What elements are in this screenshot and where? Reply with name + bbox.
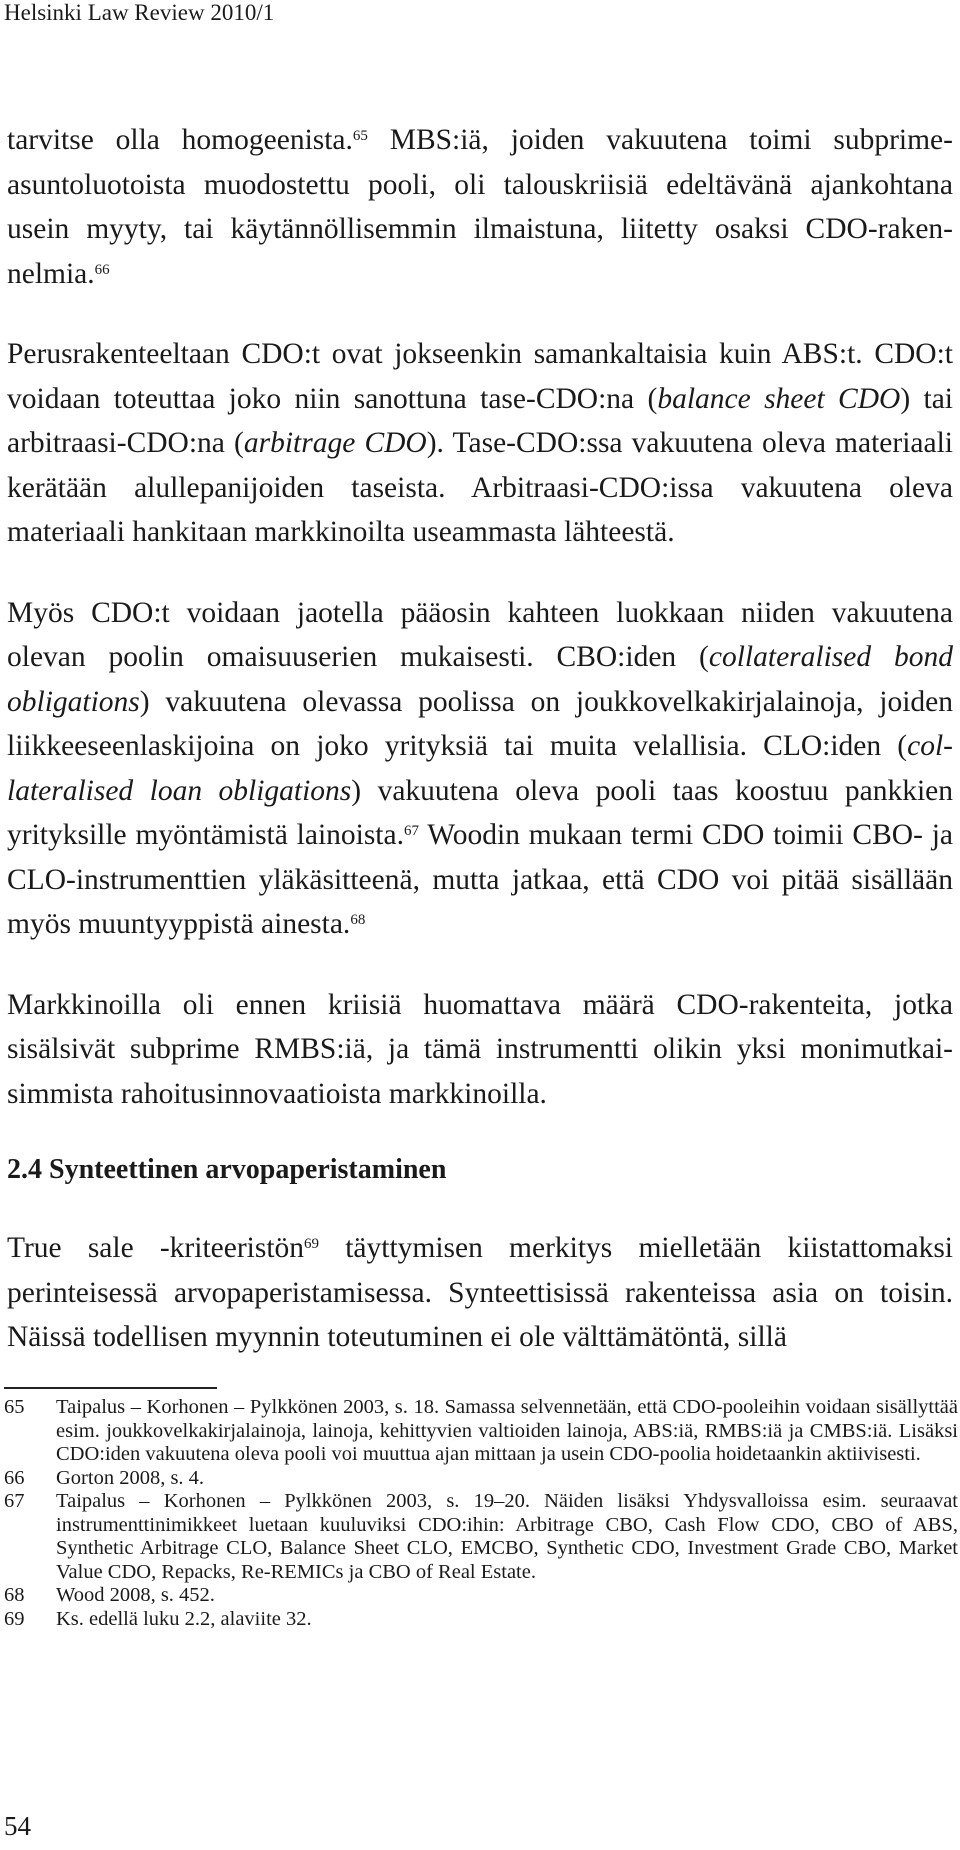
footnote-number: 65: [4, 1396, 25, 1418]
footnote-number: 67: [4, 1490, 25, 1512]
footnote-text: Gorton 2008, s. 4.: [56, 1466, 205, 1489]
text-run: Myös CDO:t voidaan jaotella pääosin kahteen luokkaan niiden vakuutena olevan poolin omaisuuserien mukaisesti. CBO:iden (: [7, 596, 953, 673]
footnote-text: Ks. edellä luku 2.2, alaviite 32.: [56, 1607, 312, 1630]
footnote: [4, 1608, 958, 1632]
footnote: [4, 1584, 958, 1608]
text-run: ) vakuutena oleva pooli taas koostuu pankkien yrityksille myöntämistä lainoista.: [7, 774, 953, 851]
footnotes: [4, 1396, 958, 1631]
text-run: ). Tase-CDO:ssa vakuutena oleva materiaali kerätään alullepanijoiden taseista. Arbitraasi-CDO:issa vakuutena oleva materiaali hankitaan markkinoilta useammasta lähteestä.: [7, 427, 953, 548]
footnote-reference: 65: [352, 128, 368, 144]
body-text: [7, 118, 953, 1360]
footnote-reference: 66: [94, 261, 110, 278]
page-number: 54: [4, 1811, 31, 1841]
footnote-number: 69: [4, 1607, 25, 1630]
paragraph: [7, 332, 953, 555]
text-run: ) vakuutena olevassa poolissa on joukkovelkakirjalainoja, joiden liikkeeseenlaskijoina on joko yrityksiä tai muita velallisia. CLO:iden (: [7, 685, 953, 762]
text-run: Markkinoilla oli ennen kriisiä huomattava määrä CDO-rakenteita, jotka sisälsivät subprime RMBS:iä, ja tämä instrumentti olikin yksi monimutkaisimmista rahoitusinnovaatioista markkinoilla.: [7, 988, 953, 1110]
footnote: [4, 1490, 958, 1584]
paragraph: [7, 118, 953, 296]
running-head: Helsinki Law Review 2010/1: [4, 0, 275, 25]
footnote-reference: 67: [403, 823, 419, 839]
paragraph: [7, 1226, 953, 1360]
footnote-number: 66: [4, 1466, 25, 1489]
section-heading: 2.4 Synteettinen arvopaperistaminen: [7, 1154, 447, 1185]
text-run: Woodin mukaan termi CDO toimii CBO- ja CLO-instrumenttien yläkäsitteenä, mutta jatkaa, että CDO voi pitää sisällään myös muuntyyppistä ainesta.: [7, 819, 953, 940]
paragraph: [7, 983, 953, 1117]
italic-term: balance sheet CDO: [657, 382, 901, 415]
footnote-reference: 69: [304, 1236, 320, 1252]
text-run: MBS:iä, joiden vakuutena toimi subprime-asuntoluotoista muodostettu pooli, oli talouskriisiä edeltävänä ajankohtana usein myyty, tai käytännöllisemmin ilmaistuna, liitetty osaksi CDO-rakennelmia.: [7, 124, 953, 290]
italic-term: arbitrage CDO: [243, 427, 427, 459]
italic-term: collateralised loan obligations: [7, 730, 953, 807]
footnote: [4, 1467, 958, 1491]
text-run: tarvitse olla homogeenista.: [7, 124, 353, 156]
text-run: True sale -kriteeristön: [7, 1232, 305, 1264]
footnote-text: Wood 2008, s. 452.: [56, 1584, 215, 1606]
footnote-text: Taipalus – Korhonen – Pylkkönen 2003, s. 19–20. Näiden lisäksi Yhdysvalloissa esim. seuraavat instrumenttinimikkeet luetaan kuuluviksi CDO:ihin: Arbitrage CBO, Cash Flow CDO, CBO of ABS, Synthetic Arbitrage CLO, Balance Sheet CLO, EMCBO, Synthetic CDO, Investment Grade CBO, Market Value CDO, Repacks, Re-REMICs ja CBO of Real Estate.: [56, 1490, 958, 1583]
paragraph: [7, 591, 953, 947]
text-run: täyttymisen merkitys mielletään kiistattomaksi perinteisessä arvopaperistamisessa. Synteettisissä rakenteissa asia on toisin. Näissä todellisen myynnin toteutuminen ei ole välttämätöntä, sillä: [7, 1232, 954, 1353]
footnote-reference: 68: [350, 912, 366, 928]
footnote-text: Taipalus – Korhonen – Pylkkönen 2003, s. 18. Samassa selvennetään, että CDO-pooleihin voidaan sisällyttää esim. joukkovelkakirjalainoja, lainoja, kehittyvien valtioiden lainoja, ABS:iä, RMBS:iä ja CMBS:iä. Lisäksi CDO:iden vakuutena oleva pooli voi muuttua ajan mittaan ja usein CDO-poolia hoidetaankin aktiivisesti.: [56, 1396, 958, 1465]
text-run: Perusrakenteeltaan CDO:t ovat jokseenkin samankaltaisia kuin ABS:t. CDO:t voidaan toteuttaa joko niin sanottuna tase-CDO:na (: [7, 338, 953, 415]
italic-term: collateralised bond obligations: [7, 641, 953, 718]
footnote: [4, 1396, 958, 1467]
footnote-rule: [4, 1387, 217, 1389]
footnote-number: 68: [4, 1584, 25, 1606]
text-run: ) tai arbitraasi-CDO:na (: [7, 382, 953, 459]
